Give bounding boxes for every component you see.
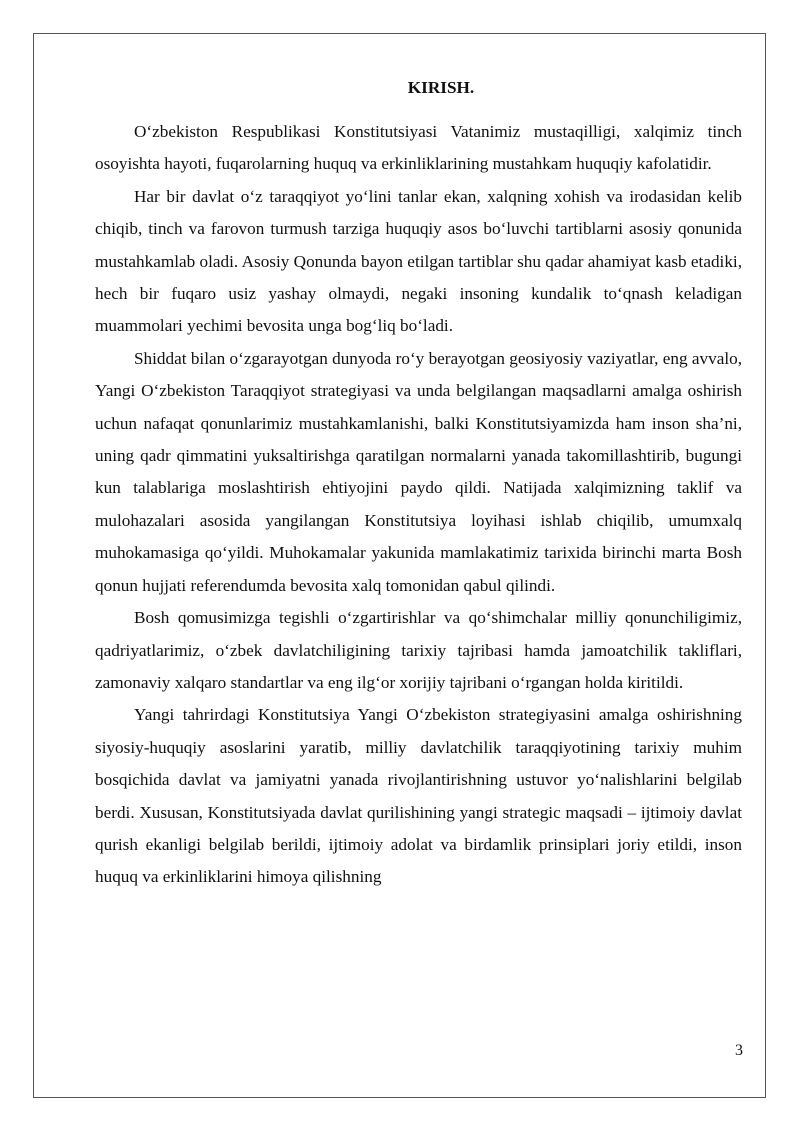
page-number: 3	[735, 1042, 743, 1059]
paragraph-list	[95, 116, 742, 894]
document-body	[95, 72, 742, 894]
body-paragraph: Yangi tahrirdagi Konstitutsiya Yangi O‘zbekiston strategiyasini amalga oshirishning siyosiy-huquqiy asoslarini yaratib, milliy davlatchilik taraqqiyotining tarixiy muhim bosqichida davlat va jamiyatni yanada rivojlantirishning ustuvor yo‘nalishlarini belgilab berdi. Xususan, Konstitutsiyada davlat qurilishining yangi strategic maqsadi – ijtimoiy davlat qurish ekanligi belgilab berildi, ijtimoiy adolat va birdamlik prinsiplari joriy etildi, inson huquq va erkinliklarini himoya qilishning	[95, 705, 742, 887]
document-title: KIRISH.	[407, 78, 475, 97]
body-paragraph: Shiddat bilan o‘zgarayotgan dunyoda ro‘y berayotgan geosiyosiy vaziyatlar, eng avvalo, Yangi O‘zbekiston Taraqqiyot strategiyasi va unda belgilangan maqsadlarni amalga oshirish uchun nafaqat qonunlarimiz mustahkamlanishi, balki Konstitutsiyamizda ham inson sha’ni, uning qadr qimmatini yuksaltirishga qaratilgan normalarni yanada takomillashtirib, bugungi kun talablariga moslashtirish ehtiyojini paydo qildi. Natijada xalqimizning taklif va mulohazalari asosida yangilangan Konstitutsiya loyihasi ishlab chiqilib, umumxalq muhokamasiga qo‘yildi. Muhokamalar yakunida mamlakatimiz tarixida birinchi marta Bosh qonun hujjati referendumda bevosita xalq tomonidan qabul qilindi.	[95, 348, 742, 595]
body-paragraph: Har bir davlat o‘z taraqqiyot yo‘lini tanlar ekan, xalqning xohish va irodasidan kelib chiqib, tinch va farovon turmush tarziga huquqiy asos bo‘luvchi tartiblarni asosiy qonunida mustahkamlab oladi. Asosiy Qonunda bayon etilgan tartiblar shu qadar ahamiyat kasb etadiki, hech bir fuqaro usiz yashay olmaydi, negaki insoning kundalik to‘qnash keladigan muammolari yechimi bevosita unga bog‘liq bo‘ladi.	[95, 186, 742, 336]
body-paragraph: Bosh qomusimizga tegishli o‘zgartirishlar va qo‘shimchalar milliy qonunchiligimiz, qadriyatlarimiz, o‘zbek davlatchiligining tarixiy tajribasi hamda jamoatchilik takliflari, zamonaviy xalqaro standartlar va eng ilg‘or xorijiy tajribani o‘rgangan holda kiritildi.	[95, 608, 742, 692]
body-paragraph: O‘zbekiston Respublikasi Konstitutsiyasi Vatanimiz mustaqilligi, xalqimiz tinch osoyishta hayoti, fuqarolarning huquq va erkinliklarining mustahkam huquqiy kafolatidir.	[95, 122, 742, 174]
